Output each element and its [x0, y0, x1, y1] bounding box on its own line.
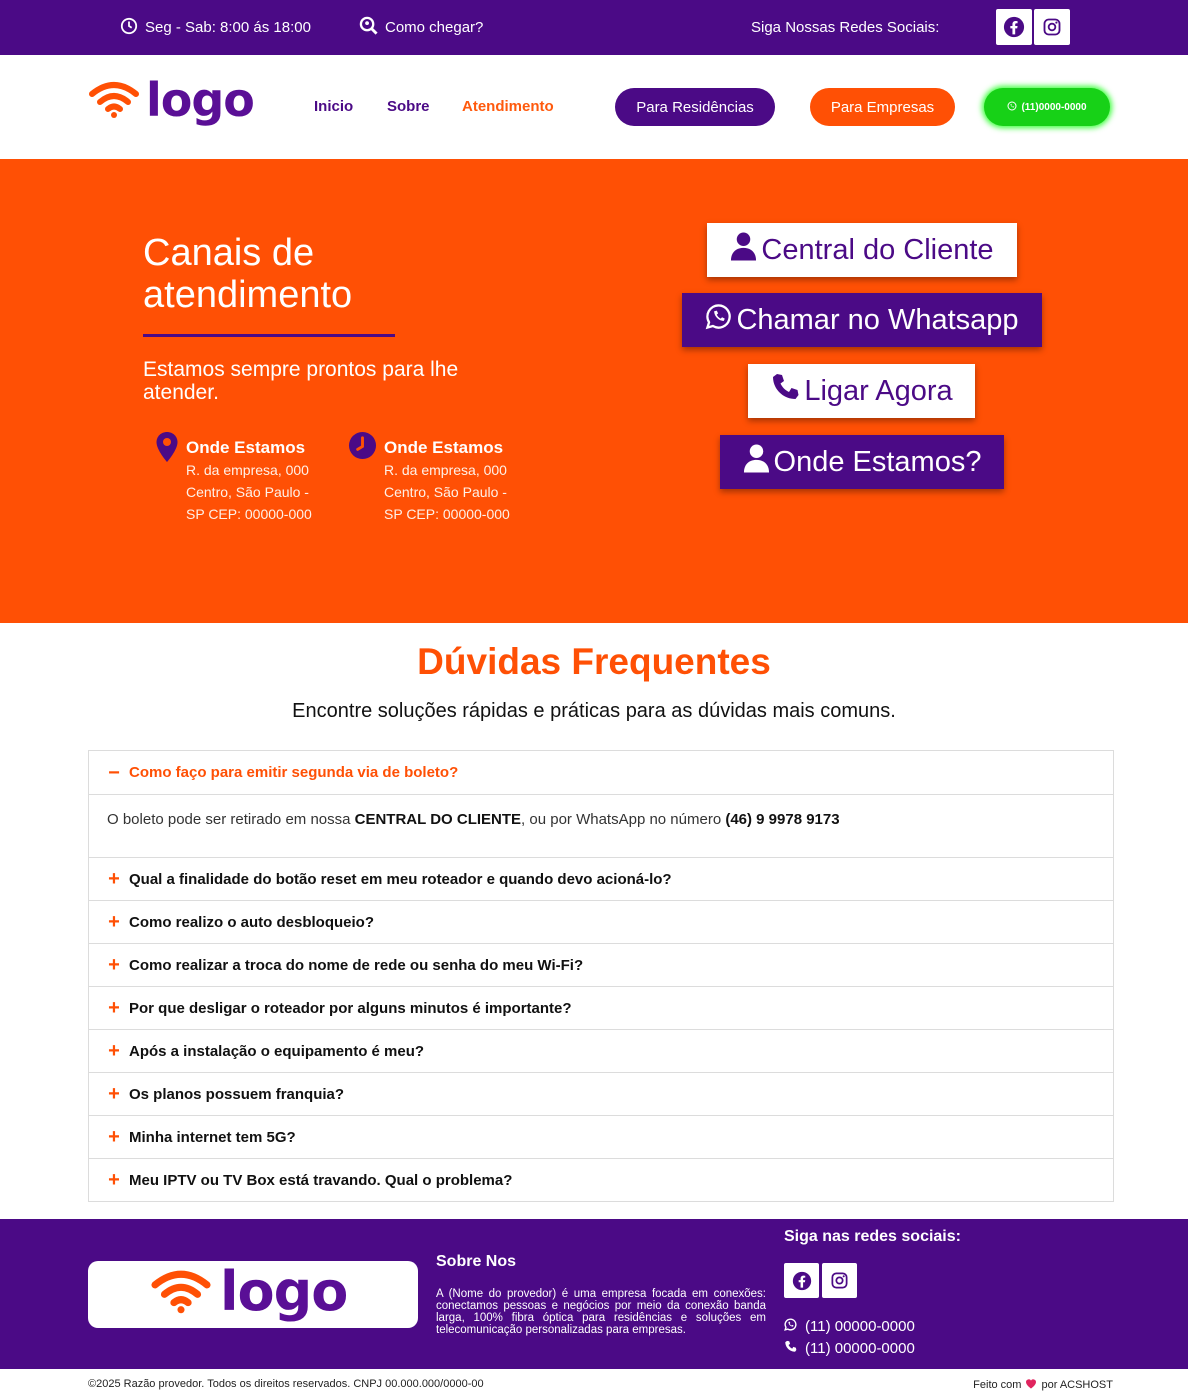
- directions-link[interactable]: [359, 0, 483, 55]
- plus-icon: +: [108, 1169, 120, 1191]
- chamar-whatsapp-label: Chamar no Whatsapp: [736, 303, 1019, 336]
- facebook-icon[interactable]: [784, 1263, 819, 1298]
- footer-whatsapp-number: (11) 00000-0000: [805, 1318, 915, 1335]
- faq-question: Meu IPTV ou TV Box está travando. Qual o problema?: [129, 1171, 513, 1189]
- clock-icon: [120, 17, 138, 39]
- instagram-icon[interactable]: [822, 1263, 857, 1298]
- faq-question: Como faço para emitir segunda via de boleto?: [129, 764, 459, 781]
- nav-atendimento[interactable]: Atendimento: [462, 98, 554, 115]
- whatsapp-icon: [1007, 101, 1017, 114]
- footer-social-icons: [784, 1263, 857, 1298]
- user-icon: [730, 231, 757, 269]
- faq-answer-text: O boleto pode ser retirado em nossa: [107, 811, 355, 828]
- site-header: [0, 55, 1188, 159]
- onde-estamos-label: Onde Estamos?: [773, 445, 982, 478]
- user-icon: [743, 443, 770, 481]
- faq-item[interactable]: [89, 900, 1113, 943]
- bottom-bar: [0, 1369, 1188, 1400]
- facebook-icon[interactable]: [996, 9, 1032, 45]
- hours-text: Seg - Sab: 8:00 ás 18:00: [145, 19, 311, 36]
- whatsapp-icon: [784, 1318, 797, 1335]
- faq-title: Dúvidas Frequentes: [417, 641, 771, 682]
- hero-divider: [143, 334, 395, 337]
- top-social-icons: [996, 9, 1070, 45]
- instagram-icon[interactable]: [1034, 9, 1070, 45]
- copyright-text: ©2025 Razão provedor. Todos os direitos reservados. CNPJ 00.000.000/0000-00: [88, 1378, 484, 1390]
- location-block-1: [155, 431, 326, 525]
- faq-item[interactable]: [89, 1115, 1113, 1158]
- faq-item[interactable]: [89, 986, 1113, 1029]
- ligar-agora-button[interactable]: [748, 364, 975, 418]
- footer-logo-text: logo: [220, 1260, 348, 1323]
- header-whatsapp-button[interactable]: [984, 88, 1110, 126]
- plus-icon: +: [108, 1040, 120, 1062]
- map-pin-icon: [155, 431, 179, 525]
- hero-title: Canais de atendimento: [143, 232, 353, 316]
- faq-item[interactable]: [89, 857, 1113, 900]
- site-footer: [0, 1219, 1188, 1369]
- faq-item[interactable]: [89, 1072, 1113, 1115]
- faq-item[interactable]: [89, 1029, 1113, 1072]
- faq-question: Após a instalação o equipamento é meu?: [129, 1042, 425, 1060]
- wifi-icon: [88, 78, 140, 127]
- faq-question: Como realizar a troca do nome de rede ou senha do meu Wi-Fi?: [129, 956, 584, 974]
- plus-icon: +: [108, 997, 120, 1019]
- location-block-2: [348, 431, 524, 525]
- hero-section: [0, 159, 1188, 623]
- search-location-icon: [359, 16, 378, 39]
- faq-subtitle: Encontre soluções rápidas e práticas para as dúvidas mais comuns.: [292, 700, 896, 722]
- hero-tagline: Estamos sempre prontos para lhe atender.: [143, 358, 459, 404]
- footer-logo-inner: [150, 1260, 348, 1323]
- onde-estamos-button[interactable]: [720, 435, 1004, 489]
- phone-icon: [770, 372, 800, 410]
- location-title-2: Onde Estamos: [384, 438, 504, 457]
- faq-item[interactable]: [89, 943, 1113, 986]
- faq-item[interactable]: [89, 1158, 1113, 1201]
- heart-icon: [1025, 1378, 1037, 1392]
- made-by-link[interactable]: por ACSHOST: [1041, 1379, 1113, 1391]
- faq-answer-text-2: , ou por WhatsApp no número: [521, 811, 726, 828]
- top-bar: [0, 0, 1188, 55]
- faq-answer-central: CENTRAL DO CLIENTE: [354, 811, 522, 828]
- faq-item-open[interactable]: [89, 751, 1113, 794]
- header-whatsapp-number: (11)0000-0000: [1021, 101, 1087, 113]
- credits: [973, 1378, 1113, 1392]
- faq-answer: [89, 794, 1113, 857]
- clock-icon: [348, 431, 377, 525]
- plus-icon: +: [108, 1083, 120, 1105]
- made-with-text: Feito com: [973, 1379, 1022, 1391]
- hours-info: [120, 0, 311, 55]
- faq-question: Por que desligar o roteador por alguns minutos é importante?: [129, 999, 572, 1017]
- location-title-1: Onde Estamos: [186, 438, 306, 457]
- footer-about-text: A (Nome do provedor) é uma empresa focada em conexões: conectamos pessoas e negócios por meio da conexão banda larga, 100% fibra óptica para residências e soluções em telecomunicação personalizadas para empresas.: [436, 1288, 766, 1336]
- footer-logo[interactable]: [88, 1261, 418, 1328]
- empresas-button[interactable]: Para Empresas: [810, 88, 955, 126]
- faq-question: Os planos possuem franquia?: [129, 1085, 345, 1103]
- faq-accordion: [88, 750, 1114, 1202]
- footer-social-title: Siga nas redes sociais:: [784, 1228, 961, 1245]
- faq-question: Como realizo o auto desbloqueio?: [129, 913, 375, 931]
- phone-icon: [784, 1340, 797, 1357]
- location-address-2: R. da empresa, 000 Centro, São Paulo - SP CEP: 00000-000: [384, 462, 510, 522]
- residencias-button[interactable]: Para Residências: [615, 88, 775, 126]
- ligar-agora-label: Ligar Agora: [804, 374, 953, 407]
- footer-about-title: Sobre Nos: [436, 1253, 517, 1270]
- footer-phone[interactable]: [784, 1340, 915, 1357]
- directions-text: Como chegar?: [385, 19, 484, 36]
- wifi-icon: [150, 1266, 212, 1323]
- whatsapp-icon: [705, 303, 732, 338]
- social-label: Siga Nossas Redes Sociais:: [751, 19, 940, 36]
- plus-icon: +: [108, 911, 120, 933]
- header-logo[interactable]: [88, 73, 254, 127]
- logo-text: logo: [146, 73, 254, 127]
- plus-icon: +: [108, 1126, 120, 1148]
- central-cliente-label: Central do Cliente: [761, 233, 994, 266]
- footer-phone-number: (11) 00000-0000: [805, 1340, 915, 1357]
- chamar-whatsapp-button[interactable]: [682, 293, 1042, 347]
- central-cliente-button[interactable]: [707, 223, 1017, 277]
- nav-inicio[interactable]: Inicio: [314, 98, 354, 115]
- plus-icon: +: [108, 954, 120, 976]
- faq-question: Minha internet tem 5G?: [129, 1128, 296, 1146]
- nav-sobre[interactable]: Sobre: [387, 98, 430, 115]
- footer-whatsapp[interactable]: [784, 1318, 915, 1335]
- minus-icon: −: [108, 761, 120, 784]
- faq-answer-phone: (46) 9 9978 9173: [725, 811, 840, 828]
- plus-icon: +: [108, 868, 120, 890]
- faq-question: Qual a finalidade do botão reset em meu roteador e quando devo acioná-lo?: [129, 870, 672, 888]
- location-address-1: R. da empresa, 000 Centro, São Paulo - SP CEP: 00000-000: [186, 462, 312, 522]
